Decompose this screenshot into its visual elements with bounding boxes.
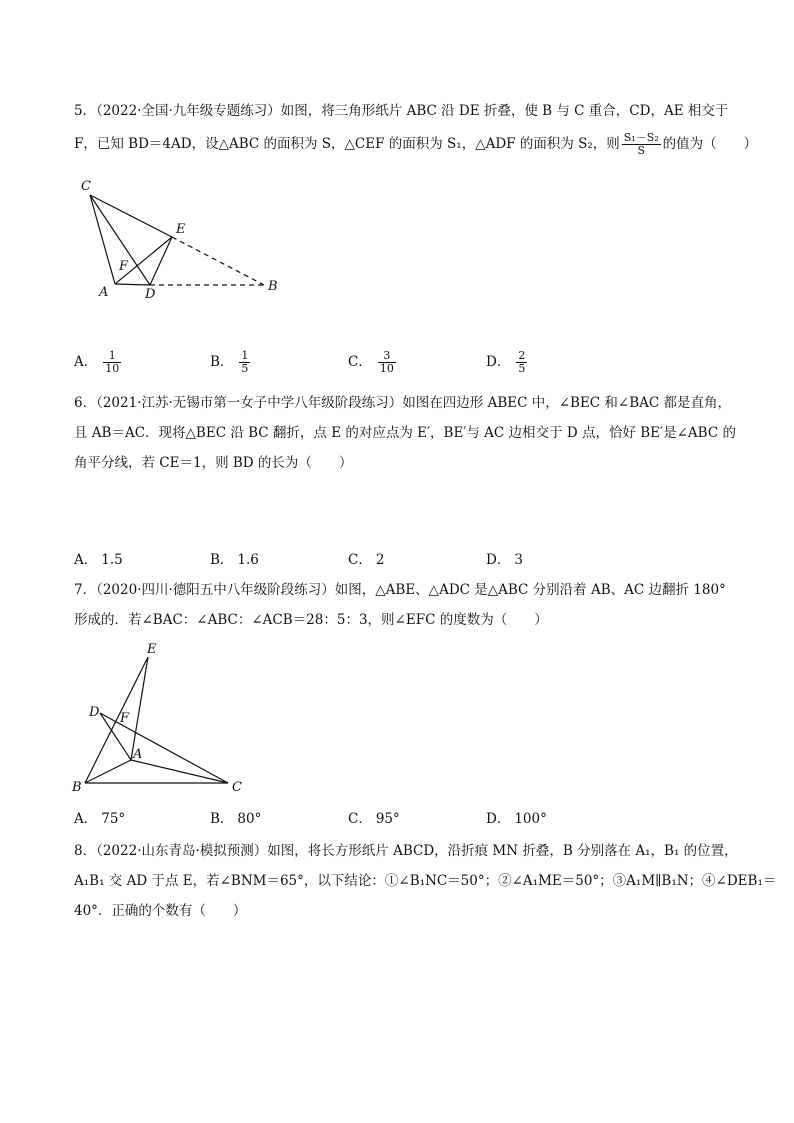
q5-stem-line2-post: 的值为（ ） xyxy=(662,136,758,152)
q7-label-A: A xyxy=(133,747,143,762)
q5-option-a-num: 1 xyxy=(103,350,121,363)
q5-option-b-num: 1 xyxy=(241,349,249,362)
q5-stem-line1: 5．（2022·全国·九年级专题练习）如图，将三角形纸片 ABC 沿 DE 折叠，使 B 与 C 重合，CD，AE 相交于 xyxy=(74,103,729,119)
q6-option-a-label: A． xyxy=(74,552,98,568)
q6-stem-line2: 且 AB＝AC．现将△BEC 沿 BC 翻折，点 E 的对应点为 E′，BE′与 AC 边相交于 D 点，恰好 BE′是∠ABC 的 xyxy=(74,425,736,441)
q7-option-c-label: C． xyxy=(348,811,372,827)
q7-option-b-text: 80° xyxy=(237,811,262,827)
q5-label-E: E xyxy=(176,222,186,237)
q6-option-c-text: 2 xyxy=(375,552,385,568)
q7-label-C: C xyxy=(232,780,242,795)
q5-label-C: C xyxy=(81,179,91,194)
q7-option-b[interactable] xyxy=(210,807,261,827)
q8-stem-line2: A₁B₁ 交 AD 于点 E，若∠BNM＝65°，以下结论：①∠B₁NC＝50°；②∠A₁ME＝50°；③A₁M∥B₁N；④∠DEB₁＝ xyxy=(74,873,777,889)
q5-option-d-label: D． xyxy=(486,354,511,370)
q5-fraction-numerator: S₁－S₂ xyxy=(623,131,659,144)
q8-stem-line1: 8．（2022·山东青岛·模拟预测）如图，将长方形纸片 ABCD，沿折痕 MN 折叠，B 分别落在 A₁，B₁ 的位置， xyxy=(74,843,738,859)
q5-option-b-label: B． xyxy=(210,354,234,370)
q5-label-A: A xyxy=(99,285,109,300)
q7-seg-BE xyxy=(85,657,148,783)
q7-option-c[interactable] xyxy=(348,807,400,827)
q7-label-B: B xyxy=(72,780,82,795)
q5-option-c-num: 3 xyxy=(378,350,396,363)
q7-option-d-label: D． xyxy=(486,811,511,827)
q5-stem-line2-pre: F，已知 BD＝4AD，设△ABC 的面积为 S，△CEF 的面积为 S₁，△ADF 的面积为 S₂，则 xyxy=(74,136,620,152)
q7-seg-AC xyxy=(131,760,228,783)
q7-label-F: F xyxy=(120,711,130,726)
q5-option-d-den: 5 xyxy=(518,362,526,375)
q7-stem-line2: 形成的．若∠BAC：∠ABC：∠ACB＝28：5：3，则∠EFC 的度数为（ ） xyxy=(74,612,548,628)
q8-stem-line3: 40°．正确的个数有（ ） xyxy=(74,903,247,919)
q7-seg-EA xyxy=(131,657,148,760)
q6-option-d-text: 3 xyxy=(514,552,523,568)
q7-option-a-text: 75° xyxy=(101,811,126,827)
q6-option-b-text: 1.6 xyxy=(237,552,259,568)
q5-option-a-den: 10 xyxy=(105,362,120,375)
q6-stem-line1: 6．（2021·江苏·无锡市第一女子中学八年级阶段练习）如图在四边形 ABEC 中，∠BEC 和∠BAC 都是直角， xyxy=(74,395,732,411)
q5-option-c-label: C． xyxy=(348,354,372,370)
q6-option-a-text: 1.5 xyxy=(101,552,123,568)
q6-option-c-label: C． xyxy=(348,552,372,568)
q5-option-a-label: A． xyxy=(74,354,98,370)
q5-label-F: F xyxy=(119,259,129,274)
q5-label-B: B xyxy=(268,279,278,294)
q7-label-E: E xyxy=(147,642,157,657)
q6-stem-line3: 角平分线，若 CE＝1，则 BD 的长为（ ） xyxy=(74,455,353,471)
q7-option-c-text: 95° xyxy=(375,811,400,827)
q6-option-b-label: B． xyxy=(210,552,234,568)
q7-label-D: D xyxy=(89,705,100,720)
q7-option-b-label: B． xyxy=(210,811,234,827)
q7-option-d-text: 100° xyxy=(514,811,547,827)
q7-seg-BA xyxy=(85,760,131,783)
q5-fraction-denominator: S xyxy=(637,144,645,157)
q7-option-a[interactable] xyxy=(74,807,125,827)
q5-option-c-den: 10 xyxy=(379,362,394,375)
q7-option-a-label: A． xyxy=(74,811,98,827)
q5-option-d-num: 2 xyxy=(518,349,526,362)
q7-stem-line1: 7．（2020·四川·德阳五中八年级阶段练习）如图，△ABE、△ADC 是△ABC 分别沿着 AB、AC 边翻折 180° xyxy=(74,582,726,598)
q5-label-D: D xyxy=(145,287,156,302)
q5-option-b-den: 5 xyxy=(241,362,249,375)
q7-option-d[interactable] xyxy=(486,807,547,827)
q6-option-d-label: D． xyxy=(486,552,511,568)
